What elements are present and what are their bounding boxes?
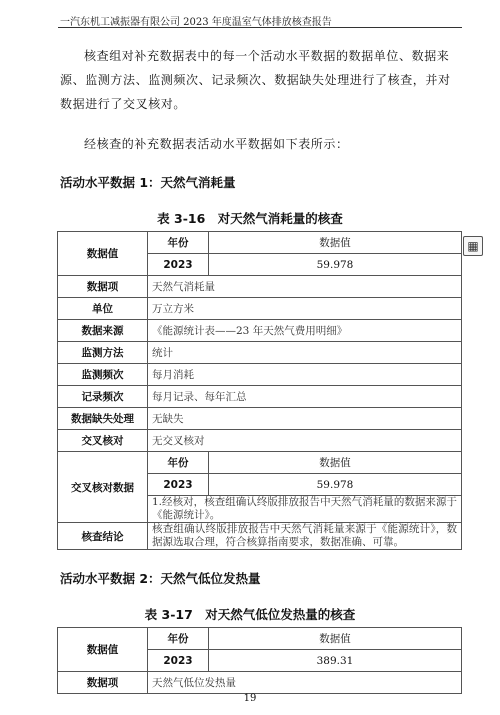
table-row xyxy=(58,628,462,650)
section2-heading: 活动水平数据 2：天然气低位发热量 xyxy=(60,571,261,586)
method-label: 监测方法 xyxy=(58,342,148,364)
cross-label: 交叉核对 xyxy=(58,430,148,452)
cross-year-cell: 2023 xyxy=(148,474,209,496)
table-natural-gas-consumption xyxy=(57,231,462,550)
source-label: 数据来源 xyxy=(58,320,148,342)
conclusion-label: 核查结论 xyxy=(58,523,148,550)
intro-paragraph: 核查组对补充数据表中的每一个活动水平数据的数据单位、数据来源、监测方法、监测频次、记录频次、数据缺失处理进行了核查，并对数据进行了交叉核对。 xyxy=(60,49,451,111)
method-cell: 统计 xyxy=(148,342,462,364)
value-cell: 59.978 xyxy=(209,254,462,276)
value-header: 数据值 xyxy=(209,628,462,650)
item-label: 数据项 xyxy=(58,672,148,694)
item-cell: 天然气消耗量 xyxy=(148,276,462,298)
report-header: 一汽东机工减振器有限公司 2023 年度温室气体排放核查报告 xyxy=(60,17,332,28)
table-row xyxy=(58,276,462,298)
record-label: 记录频次 xyxy=(58,386,148,408)
header-divider xyxy=(58,27,462,28)
year-cell: 2023 xyxy=(148,650,209,672)
table-row xyxy=(58,386,462,408)
freq-label: 监测频次 xyxy=(58,364,148,386)
cross-year-label: 年份 xyxy=(148,452,209,474)
cross-value-cell: 59.978 xyxy=(209,474,462,496)
source-cell: 《能源统计表——23 年天然气费用明细》 xyxy=(148,320,462,342)
data-value-label: 数据值 xyxy=(58,628,148,672)
section1-heading: 活动水平数据 1：天然气消耗量 xyxy=(60,175,236,190)
conclusion-cell: 核查组确认终版排放报告中天然气消耗量来源于《能源统计》，数据源选取合理，符合核算指南要求，数据准确、可靠。 xyxy=(148,523,462,550)
value-cell: 389.31 xyxy=(209,650,462,672)
table-row xyxy=(58,298,462,320)
freq-cell: 每月消耗 xyxy=(148,364,462,386)
year-cell: 2023 xyxy=(148,254,209,276)
table-row xyxy=(58,672,462,694)
table-row xyxy=(58,342,462,364)
missing-cell: 无缺失 xyxy=(148,408,462,430)
table-row xyxy=(58,320,462,342)
table-row xyxy=(58,232,462,254)
year-label: 年份 xyxy=(148,628,209,650)
cross-value-header: 数据值 xyxy=(209,452,462,474)
table-row xyxy=(58,452,462,474)
value-header: 数据值 xyxy=(209,232,462,254)
cross-cell: 无交叉核对 xyxy=(148,430,462,452)
unit-label: 单位 xyxy=(58,298,148,320)
item-cell: 天然气低位发热量 xyxy=(148,672,462,694)
cross-note-cell: 1.经核对，核查组确认终版排放报告中天然气消耗量的数据来源于《能源统计》。 xyxy=(148,496,462,523)
missing-label: 数据缺失处理 xyxy=(58,408,148,430)
data-value-label: 数据值 xyxy=(58,232,148,276)
table-edit-icon[interactable]: ▦ xyxy=(463,236,483,256)
item-label: 数据项 xyxy=(58,276,148,298)
record-cell: 每月记录、每年汇总 xyxy=(148,386,462,408)
table-row xyxy=(58,408,462,430)
page-number: 19 xyxy=(243,693,257,704)
table-natural-gas-heat-value xyxy=(57,627,462,694)
table1-caption: 表 3-16 对天然气消耗量的核查 xyxy=(157,211,343,226)
table-row xyxy=(58,523,462,550)
table2-caption: 表 3-17 对天然气低位发热量的核查 xyxy=(144,607,356,622)
table-row xyxy=(58,430,462,452)
table-intro-paragraph: 经核查的补充数据表活动水平数据如下表所示： xyxy=(84,137,349,151)
unit-cell: 万立方米 xyxy=(148,298,462,320)
cross-data-label: 交叉核对数据 xyxy=(58,452,148,523)
year-label: 年份 xyxy=(148,232,209,254)
table-row xyxy=(58,364,462,386)
